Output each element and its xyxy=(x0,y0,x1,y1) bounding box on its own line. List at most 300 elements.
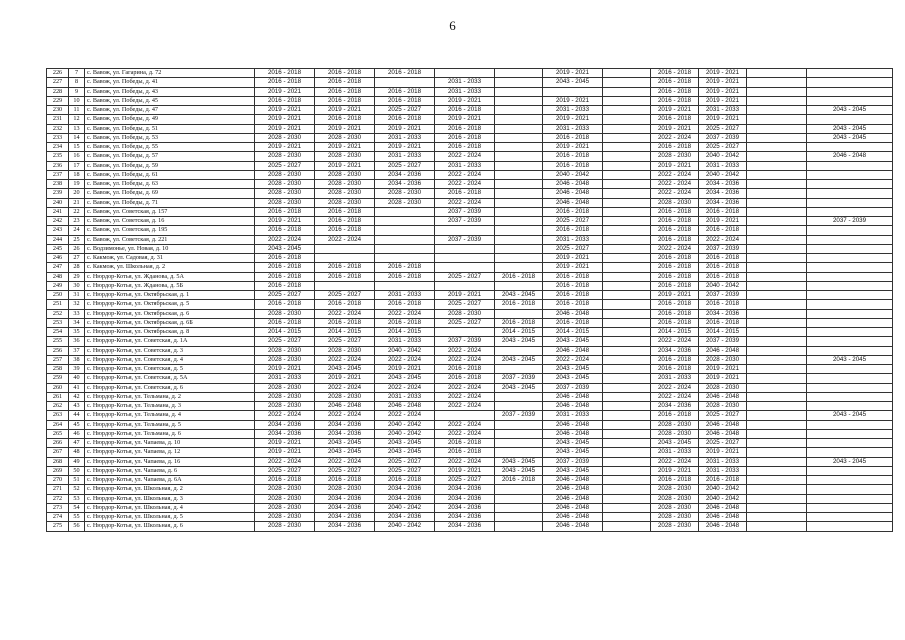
period-cell xyxy=(747,217,807,226)
row-number-cell: 228 xyxy=(47,87,69,96)
period-cell: 2046 - 2048 xyxy=(543,513,603,522)
table-row xyxy=(47,383,893,392)
table-row xyxy=(47,476,893,485)
period-cell xyxy=(435,244,495,253)
period-cell: 2046 - 2048 xyxy=(543,392,603,401)
sub-number-cell: 35 xyxy=(69,328,85,337)
period-cell xyxy=(747,383,807,392)
sub-number-cell: 26 xyxy=(69,244,85,253)
period-cell xyxy=(495,244,543,253)
table-row xyxy=(47,272,893,281)
period-cell: 2016 - 2018 xyxy=(375,318,435,327)
period-cell: 2037 - 2039 xyxy=(699,337,747,346)
table-row xyxy=(47,485,893,494)
period-cell xyxy=(747,272,807,281)
period-cell xyxy=(747,494,807,503)
period-cell xyxy=(603,207,651,216)
period-cell: 2028 - 2030 xyxy=(375,189,435,198)
period-cell: 2022 - 2024 xyxy=(375,411,435,420)
period-cell: 2016 - 2018 xyxy=(375,69,435,78)
table-row xyxy=(47,106,893,115)
period-cell: 2019 - 2021 xyxy=(543,69,603,78)
period-cell xyxy=(603,466,651,475)
row-number-cell: 230 xyxy=(47,106,69,115)
period-cell xyxy=(807,291,893,300)
row-number-cell: 264 xyxy=(47,420,69,429)
period-cell xyxy=(603,383,651,392)
period-cell: 2034 - 2036 xyxy=(375,180,435,189)
sub-number-cell: 27 xyxy=(69,254,85,263)
period-cell xyxy=(495,143,543,152)
period-cell: 2019 - 2021 xyxy=(435,96,495,105)
period-cell: 2019 - 2021 xyxy=(543,143,603,152)
period-cell: 2014 - 2015 xyxy=(543,328,603,337)
table-row xyxy=(47,503,893,512)
period-cell: 2016 - 2018 xyxy=(255,226,315,235)
row-number-cell: 250 xyxy=(47,291,69,300)
period-cell xyxy=(747,78,807,87)
period-cell: 2046 - 2048 xyxy=(543,198,603,207)
period-cell xyxy=(747,503,807,512)
period-cell: 2019 - 2021 xyxy=(651,161,699,170)
period-cell xyxy=(603,189,651,198)
period-cell: 2040 - 2042 xyxy=(375,346,435,355)
period-cell: 2043 - 2045 xyxy=(543,439,603,448)
period-cell: 2034 - 2036 xyxy=(315,522,375,531)
table-row xyxy=(47,198,893,207)
period-cell: 2031 - 2033 xyxy=(255,374,315,383)
table-row xyxy=(47,263,893,272)
table-row xyxy=(47,254,893,263)
sub-number-cell: 43 xyxy=(69,402,85,411)
period-cell xyxy=(747,392,807,401)
period-cell xyxy=(807,402,893,411)
address-cell: с. Нюрдор-Котья, ул. Советская, д. 4 xyxy=(85,355,255,364)
period-cell xyxy=(603,180,651,189)
period-cell: 2037 - 2039 xyxy=(807,217,893,226)
period-cell: 2016 - 2018 xyxy=(435,439,495,448)
period-cell xyxy=(603,161,651,170)
period-cell xyxy=(807,513,893,522)
table-row xyxy=(47,337,893,346)
period-cell: 2016 - 2018 xyxy=(495,476,543,485)
period-cell xyxy=(603,281,651,290)
period-cell: 2022 - 2024 xyxy=(651,337,699,346)
period-cell xyxy=(495,448,543,457)
period-cell: 2022 - 2024 xyxy=(315,355,375,364)
period-cell xyxy=(495,189,543,198)
period-cell: 2031 - 2033 xyxy=(543,411,603,420)
sub-number-cell: 40 xyxy=(69,374,85,383)
period-cell: 2043 - 2045 xyxy=(543,365,603,374)
period-cell: 2022 - 2024 xyxy=(435,429,495,438)
period-cell: 2034 - 2036 xyxy=(699,198,747,207)
period-cell xyxy=(375,281,435,290)
period-cell xyxy=(603,374,651,383)
period-cell xyxy=(807,522,893,531)
period-cell: 2043 - 2045 xyxy=(375,439,435,448)
period-cell xyxy=(495,365,543,374)
period-cell: 2022 - 2024 xyxy=(435,355,495,364)
period-cell: 2028 - 2030 xyxy=(651,152,699,161)
period-cell xyxy=(747,476,807,485)
period-cell xyxy=(603,309,651,318)
period-cell: 2016 - 2018 xyxy=(699,226,747,235)
period-cell: 2016 - 2018 xyxy=(651,309,699,318)
period-cell xyxy=(807,439,893,448)
period-cell xyxy=(495,226,543,235)
period-cell: 2019 - 2021 xyxy=(255,365,315,374)
period-cell: 2016 - 2018 xyxy=(699,476,747,485)
period-cell: 2016 - 2018 xyxy=(255,476,315,485)
period-cell: 2016 - 2018 xyxy=(543,226,603,235)
address-cell: с. Нюрдор-Котья, ул. Советская, д. 5А xyxy=(85,374,255,383)
period-cell xyxy=(603,152,651,161)
period-cell: 2043 - 2045 xyxy=(375,374,435,383)
sub-number-cell: 50 xyxy=(69,466,85,475)
period-cell: 2019 - 2021 xyxy=(699,448,747,457)
period-cell xyxy=(603,244,651,253)
period-cell xyxy=(603,346,651,355)
period-cell: 2043 - 2045 xyxy=(315,448,375,457)
period-cell xyxy=(543,87,603,96)
period-cell xyxy=(495,115,543,124)
period-cell xyxy=(807,254,893,263)
row-number-cell: 271 xyxy=(47,485,69,494)
period-cell xyxy=(495,494,543,503)
period-cell: 2016 - 2018 xyxy=(255,281,315,290)
period-cell xyxy=(495,69,543,78)
address-cell: с. Нюрдор-Котья, ул. Тельмана, д. 2 xyxy=(85,392,255,401)
period-cell: 2016 - 2018 xyxy=(651,143,699,152)
period-cell xyxy=(747,402,807,411)
period-cell xyxy=(495,207,543,216)
period-cell: 2031 - 2033 xyxy=(651,448,699,457)
period-cell: 2025 - 2027 xyxy=(255,466,315,475)
period-cell xyxy=(315,244,375,253)
period-cell: 2043 - 2045 xyxy=(495,466,543,475)
period-cell xyxy=(747,365,807,374)
period-cell: 2028 - 2030 xyxy=(255,170,315,179)
period-cell: 2016 - 2018 xyxy=(315,207,375,216)
period-cell: 2016 - 2018 xyxy=(651,355,699,364)
table-row xyxy=(47,244,893,253)
period-cell xyxy=(375,254,435,263)
row-number-cell: 240 xyxy=(47,198,69,207)
table-row xyxy=(47,133,893,142)
period-cell: 2040 - 2042 xyxy=(699,281,747,290)
period-cell: 2043 - 2045 xyxy=(807,355,893,364)
period-cell: 2031 - 2033 xyxy=(543,106,603,115)
period-cell: 2022 - 2024 xyxy=(375,383,435,392)
period-cell: 2022 - 2024 xyxy=(543,355,603,364)
period-cell xyxy=(495,78,543,87)
sub-number-cell: 47 xyxy=(69,439,85,448)
period-cell: 2034 - 2036 xyxy=(375,513,435,522)
sub-number-cell: 53 xyxy=(69,494,85,503)
period-cell: 2046 - 2048 xyxy=(543,180,603,189)
period-cell: 2043 - 2045 xyxy=(495,355,543,364)
period-cell xyxy=(603,411,651,420)
period-cell: 2028 - 2030 xyxy=(315,170,375,179)
period-cell: 2016 - 2018 xyxy=(699,300,747,309)
period-cell: 2040 - 2042 xyxy=(375,429,435,438)
period-cell: 2016 - 2018 xyxy=(255,263,315,272)
period-cell xyxy=(603,198,651,207)
period-cell xyxy=(747,522,807,531)
period-cell: 2019 - 2021 xyxy=(435,466,495,475)
period-cell: 2043 - 2045 xyxy=(807,457,893,466)
row-number-cell: 270 xyxy=(47,476,69,485)
row-number-cell: 268 xyxy=(47,457,69,466)
period-cell: 2028 - 2030 xyxy=(255,503,315,512)
period-cell xyxy=(603,254,651,263)
period-cell xyxy=(603,392,651,401)
period-cell: 2016 - 2018 xyxy=(435,143,495,152)
row-number-cell: 238 xyxy=(47,180,69,189)
period-cell: 2034 - 2036 xyxy=(435,485,495,494)
period-cell: 2019 - 2021 xyxy=(375,124,435,133)
period-cell: 2046 - 2048 xyxy=(543,402,603,411)
period-cell xyxy=(603,476,651,485)
address-cell: с. Нюрдор-Котья, ул. Советская, д. 5 xyxy=(85,365,255,374)
row-number-cell: 256 xyxy=(47,346,69,355)
period-cell: 2022 - 2024 xyxy=(315,309,375,318)
period-cell: 2016 - 2018 xyxy=(375,476,435,485)
period-cell: 2016 - 2018 xyxy=(435,189,495,198)
period-cell: 2043 - 2045 xyxy=(543,337,603,346)
period-cell: 2022 - 2024 xyxy=(315,383,375,392)
table-row xyxy=(47,152,893,161)
period-cell: 2019 - 2021 xyxy=(699,374,747,383)
period-cell: 2043 - 2045 xyxy=(651,439,699,448)
period-cell: 2028 - 2030 xyxy=(255,522,315,531)
row-number-cell: 247 xyxy=(47,263,69,272)
address-cell: с. Нюрдор-Котья, ул. Школьная, д. 4 xyxy=(85,503,255,512)
period-cell xyxy=(747,466,807,475)
sub-number-cell: 39 xyxy=(69,365,85,374)
period-cell: 2016 - 2018 xyxy=(543,318,603,327)
period-cell xyxy=(603,235,651,244)
sub-number-cell: 45 xyxy=(69,420,85,429)
table-row xyxy=(47,457,893,466)
period-cell: 2034 - 2036 xyxy=(435,522,495,531)
period-cell: 2019 - 2021 xyxy=(255,124,315,133)
period-cell: 2016 - 2018 xyxy=(375,96,435,105)
table-row xyxy=(47,429,893,438)
period-cell: 2022 - 2024 xyxy=(435,457,495,466)
address-cell: с. Нюрдор-Котья, ул. Чапаева, д. 10 xyxy=(85,439,255,448)
period-cell: 2016 - 2018 xyxy=(315,318,375,327)
address-cell: с. Вавож, ул. Победы, д. 41 xyxy=(85,78,255,87)
period-cell: 2016 - 2018 xyxy=(651,96,699,105)
sub-number-cell: 9 xyxy=(69,87,85,96)
period-cell: 2025 - 2027 xyxy=(699,124,747,133)
period-cell: 2016 - 2018 xyxy=(543,161,603,170)
period-cell: 2034 - 2036 xyxy=(375,494,435,503)
period-cell xyxy=(807,309,893,318)
period-cell: 2016 - 2018 xyxy=(651,226,699,235)
period-cell: 2016 - 2018 xyxy=(315,87,375,96)
period-cell: 2046 - 2048 xyxy=(699,392,747,401)
period-cell: 2016 - 2018 xyxy=(651,318,699,327)
period-cell: 2025 - 2027 xyxy=(255,337,315,346)
sub-number-cell: 41 xyxy=(69,383,85,392)
period-cell: 2022 - 2024 xyxy=(699,235,747,244)
period-cell: 2046 - 2048 xyxy=(375,402,435,411)
period-cell: 2034 - 2036 xyxy=(315,420,375,429)
period-cell xyxy=(747,346,807,355)
period-cell: 2016 - 2018 xyxy=(543,152,603,161)
period-cell xyxy=(747,337,807,346)
table-row xyxy=(47,180,893,189)
table-row xyxy=(47,96,893,105)
period-cell: 2031 - 2033 xyxy=(543,124,603,133)
period-cell xyxy=(747,254,807,263)
address-cell: с. Вавож, ул. Победы, д. 57 xyxy=(85,152,255,161)
period-cell xyxy=(495,281,543,290)
sub-number-cell: 52 xyxy=(69,485,85,494)
period-cell xyxy=(807,365,893,374)
period-cell: 2034 - 2036 xyxy=(651,402,699,411)
sub-number-cell: 11 xyxy=(69,106,85,115)
sub-number-cell: 7 xyxy=(69,69,85,78)
period-cell: 2016 - 2018 xyxy=(495,318,543,327)
period-cell: 2014 - 2015 xyxy=(699,328,747,337)
period-cell xyxy=(747,281,807,290)
period-cell: 2031 - 2033 xyxy=(699,161,747,170)
period-cell xyxy=(495,198,543,207)
period-cell: 2034 - 2036 xyxy=(315,494,375,503)
address-cell: с. Нюрдор-Котья, ул. Октябрьская, д. 8 xyxy=(85,328,255,337)
period-cell xyxy=(747,374,807,383)
period-cell: 2022 - 2024 xyxy=(651,189,699,198)
row-number-cell: 237 xyxy=(47,170,69,179)
period-cell: 2025 - 2027 xyxy=(543,217,603,226)
period-cell xyxy=(807,115,893,124)
sub-number-cell: 8 xyxy=(69,78,85,87)
period-cell: 2019 - 2021 xyxy=(315,124,375,133)
period-cell xyxy=(747,198,807,207)
sub-number-cell: 49 xyxy=(69,457,85,466)
sub-number-cell: 15 xyxy=(69,143,85,152)
sub-number-cell: 24 xyxy=(69,226,85,235)
period-cell xyxy=(747,189,807,198)
period-cell: 2022 - 2024 xyxy=(651,244,699,253)
period-cell: 2016 - 2018 xyxy=(651,263,699,272)
period-cell: 2043 - 2045 xyxy=(315,365,375,374)
table-row xyxy=(47,189,893,198)
address-cell: с. Нюрдор-Котья, ул. Тельмана, д. 6 xyxy=(85,429,255,438)
period-cell: 2034 - 2036 xyxy=(375,170,435,179)
period-cell: 2022 - 2024 xyxy=(651,392,699,401)
period-cell: 2043 - 2045 xyxy=(495,337,543,346)
period-cell: 2016 - 2018 xyxy=(435,448,495,457)
period-cell: 2028 - 2030 xyxy=(651,522,699,531)
period-cell: 2046 - 2048 xyxy=(543,429,603,438)
period-cell: 2028 - 2030 xyxy=(315,346,375,355)
row-number-cell: 272 xyxy=(47,494,69,503)
period-cell xyxy=(495,180,543,189)
period-cell: 2028 - 2030 xyxy=(255,355,315,364)
period-cell: 2028 - 2030 xyxy=(255,189,315,198)
period-cell xyxy=(495,263,543,272)
row-number-cell: 242 xyxy=(47,217,69,226)
period-cell: 2034 - 2036 xyxy=(435,513,495,522)
period-cell: 2025 - 2027 xyxy=(255,161,315,170)
period-cell: 2037 - 2039 xyxy=(435,235,495,244)
period-cell: 2034 - 2036 xyxy=(435,494,495,503)
period-cell xyxy=(603,69,651,78)
row-number-cell: 258 xyxy=(47,365,69,374)
address-cell: с. Вавож, ул. Победы, д. 71 xyxy=(85,198,255,207)
period-cell: 2034 - 2036 xyxy=(375,485,435,494)
period-cell: 2046 - 2048 xyxy=(699,429,747,438)
period-cell xyxy=(807,318,893,327)
period-cell: 2019 - 2021 xyxy=(255,115,315,124)
sub-number-cell: 48 xyxy=(69,448,85,457)
period-cell xyxy=(603,170,651,179)
sub-number-cell: 19 xyxy=(69,180,85,189)
address-cell: с. Нюрдор-Котья, ул. Школьная, д. 2 xyxy=(85,485,255,494)
period-cell: 2034 - 2036 xyxy=(255,429,315,438)
period-cell: 2034 - 2036 xyxy=(315,429,375,438)
table-row xyxy=(47,522,893,531)
address-cell: с. Нюрдор-Котья, ул. Чапаева, д. 6 xyxy=(85,466,255,475)
row-number-cell: 262 xyxy=(47,402,69,411)
period-cell xyxy=(603,272,651,281)
address-cell: с. Нюрдор-Котья, ул. Октябрьская, д. 1 xyxy=(85,291,255,300)
period-cell xyxy=(603,115,651,124)
period-cell xyxy=(495,235,543,244)
address-cell: с. Вавож, ул. Советская, д. 221 xyxy=(85,235,255,244)
period-cell xyxy=(603,291,651,300)
period-cell: 2031 - 2033 xyxy=(375,133,435,142)
address-cell: с. Нюрдор-Котья, ул. Советская, д. 1А xyxy=(85,337,255,346)
address-cell: с. Нюрдор-Котья, ул. Октябрьская, д. 5 xyxy=(85,300,255,309)
period-cell: 2019 - 2021 xyxy=(651,124,699,133)
period-cell xyxy=(603,429,651,438)
period-cell: 2016 - 2018 xyxy=(543,281,603,290)
period-cell: 2022 - 2024 xyxy=(651,180,699,189)
table-row xyxy=(47,281,893,290)
period-cell: 2031 - 2033 xyxy=(543,235,603,244)
period-cell: 2019 - 2021 xyxy=(315,161,375,170)
sub-number-cell: 29 xyxy=(69,272,85,281)
period-cell: 2016 - 2018 xyxy=(699,318,747,327)
period-cell: 2019 - 2021 xyxy=(255,439,315,448)
row-number-cell: 233 xyxy=(47,133,69,142)
period-cell: 2028 - 2030 xyxy=(315,180,375,189)
period-cell xyxy=(807,328,893,337)
address-cell: с. Вавож, ул. Победы, д. 45 xyxy=(85,96,255,105)
period-cell: 2016 - 2018 xyxy=(435,365,495,374)
period-cell: 2025 - 2027 xyxy=(255,291,315,300)
period-cell: 2046 - 2048 xyxy=(543,485,603,494)
period-cell: 2016 - 2018 xyxy=(315,115,375,124)
period-cell: 2028 - 2030 xyxy=(315,189,375,198)
address-cell: с. Вавож, ул. Советская, д. 157 xyxy=(85,207,255,216)
period-cell: 2037 - 2039 xyxy=(435,207,495,216)
period-cell: 2022 - 2024 xyxy=(435,346,495,355)
period-cell: 2028 - 2030 xyxy=(315,485,375,494)
table-row xyxy=(47,374,893,383)
table-row xyxy=(47,69,893,78)
period-cell xyxy=(375,235,435,244)
period-cell xyxy=(807,420,893,429)
period-cell: 2019 - 2021 xyxy=(543,254,603,263)
table-row xyxy=(47,392,893,401)
